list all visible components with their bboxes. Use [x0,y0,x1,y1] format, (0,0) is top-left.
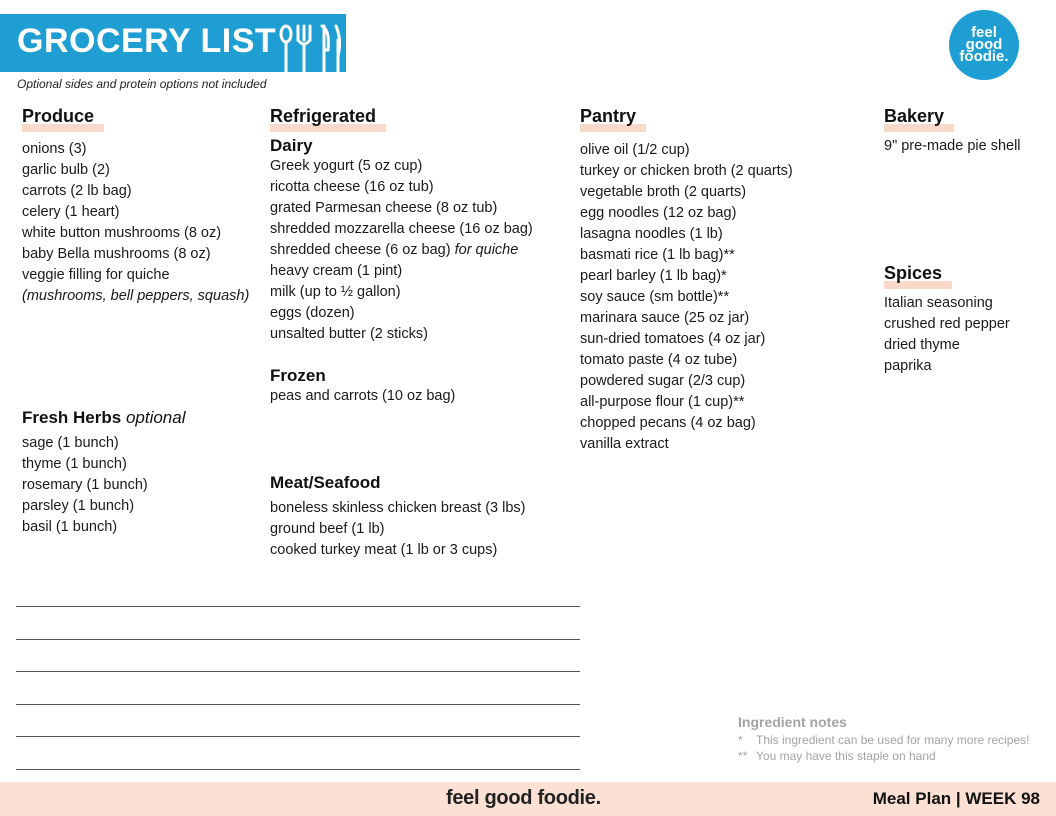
section-heading-fresh-herbs [22,408,186,428]
title-banner [0,14,346,72]
note-row [738,732,1029,748]
list-item: grated Parmesan cheese (8 oz tub) [270,200,498,216]
dairy-heading: Dairy [270,136,313,155]
pantry-list [580,140,793,455]
page-title: GROCERY LIST [17,22,277,60]
herbs-list [22,433,186,538]
list-item: shredded mozzarella cheese (16 oz bag) [270,221,533,237]
frozen-section [270,366,455,407]
list-item: olive oil (1/2 cup) [580,142,690,158]
list-item: boneless skinless chicken breast (3 lbs) [270,500,526,516]
writing-line [16,671,580,672]
footer-brand: feel good foodie. [446,787,601,809]
bakery-section [884,106,1021,157]
list-item: soy sauce (sm bottle)** [580,289,730,305]
list-item: garlic bulb (2) [22,162,110,178]
list-item: sun-dried tomatoes (4 oz jar) [580,331,766,347]
list-item: parsley (1 bunch) [22,498,135,514]
utensils-icon [274,20,344,86]
list-item: ricotta cheese (16 oz tub) [270,179,434,195]
spices-section [884,263,1010,377]
list-item: sage (1 bunch) [22,435,119,451]
writing-line [16,606,580,607]
list-item: white button mushrooms (8 oz) [22,225,222,241]
refrigerated-section [270,106,533,345]
list-item: milk (up to ½ gallon) [270,284,401,300]
frozen-list [270,386,455,407]
list-item [270,240,533,261]
ingredient-notes [738,714,1029,764]
writing-line [16,736,580,737]
list-item: cooked turkey meat (1 lb or 3 cups) [270,542,498,558]
logo-line: feel [971,24,997,41]
blank-writing-lines [16,606,580,801]
item-note: for quiche [454,242,519,258]
list-item: 9" pre-made pie shell [884,138,1021,154]
subtitle: Optional sides and protein options not included [17,77,267,91]
spices-list [884,293,1010,377]
fresh-herbs-section [22,408,186,538]
list-item: onions (3) [22,141,87,157]
list-item: vanilla extract [580,436,669,452]
note-mark: * [738,733,743,747]
produce-section [22,106,249,307]
list-item: rosemary (1 bunch) [22,477,148,493]
list-item: unsalted butter (2 sticks) [270,326,428,342]
meat-seafood-heading: Meat/Seafood [270,473,381,492]
list-item: carrots (2 lb bag) [22,183,132,199]
list-item: tomato paste (4 oz tube) [580,352,738,368]
list-item: veggie filling for quiche [22,267,170,283]
frozen-heading: Frozen [270,366,326,385]
list-item: pearl barley (1 lb bag)* [580,268,727,284]
list-item: all-purpose flour (1 cup)** [580,394,745,410]
item-text: shredded cheese (6 oz bag) [270,242,451,258]
produce-list [22,139,249,307]
meat-list [270,498,525,561]
footer-bar [0,782,1056,816]
fresh-herbs-title: Fresh Herbs [22,408,122,427]
section-heading-bakery: Bakery [884,106,945,126]
list-item: chopped pecans (4 oz bag) [580,415,756,431]
list-item: peas and carrots (10 oz bag) [270,388,456,404]
logo-line: good [965,36,1003,53]
note-text: This ingredient can be used for many more recipes! [756,733,1030,747]
writing-line [16,639,580,640]
list-item: Greek yogurt (5 oz cup) [270,158,423,174]
list-item: powdered sugar (2/3 cup) [580,373,746,389]
list-item: Italian seasoning [884,295,993,311]
list-item: egg noodles (12 oz bag) [580,205,737,221]
list-item: basmati rice (1 lb bag)** [580,247,735,263]
section-heading-pantry: Pantry [580,106,637,126]
note-text: You may have this staple on hand [756,749,936,763]
meal-plan-week: Meal Plan | WEEK 98 [872,789,1040,808]
list-item: paprika [884,358,932,374]
section-heading-refrigerated: Refrigerated [270,106,377,126]
list-item: baby Bella mushrooms (8 oz) [22,246,211,262]
optional-label: optional [125,408,186,427]
writing-line [16,769,580,770]
pantry-section [580,106,793,455]
list-item: lasagna noodles (1 lb) [580,226,723,242]
bakery-list [884,136,1021,157]
list-item: vegetable broth (2 quarts) [580,184,747,200]
note-mark: ** [738,749,748,763]
list-item: celery (1 heart) [22,204,120,220]
list-item: ground beef (1 lb) [270,521,385,537]
list-item: thyme (1 bunch) [22,456,127,472]
list-item: (mushrooms, bell peppers, squash) [22,288,250,304]
meat-seafood-section [270,473,525,561]
list-item: basil (1 bunch) [22,519,118,535]
list-item: marinara sauce (25 oz jar) [580,310,750,326]
logo-line: foodie. [959,48,1009,65]
note-row [738,748,1029,764]
dairy-list [270,156,533,345]
list-item: dried thyme [884,337,960,353]
brand-logo [949,10,1019,80]
list-item: crushed red pepper [884,316,1010,332]
list-item: eggs (dozen) [270,305,355,321]
list-item: turkey or chicken broth (2 quarts) [580,163,793,179]
notes-title: Ingredient notes [738,714,847,730]
section-heading-spices: Spices [884,263,943,283]
list-item: heavy cream (1 pint) [270,263,403,279]
section-heading-produce: Produce [22,106,95,126]
writing-line [16,704,580,705]
